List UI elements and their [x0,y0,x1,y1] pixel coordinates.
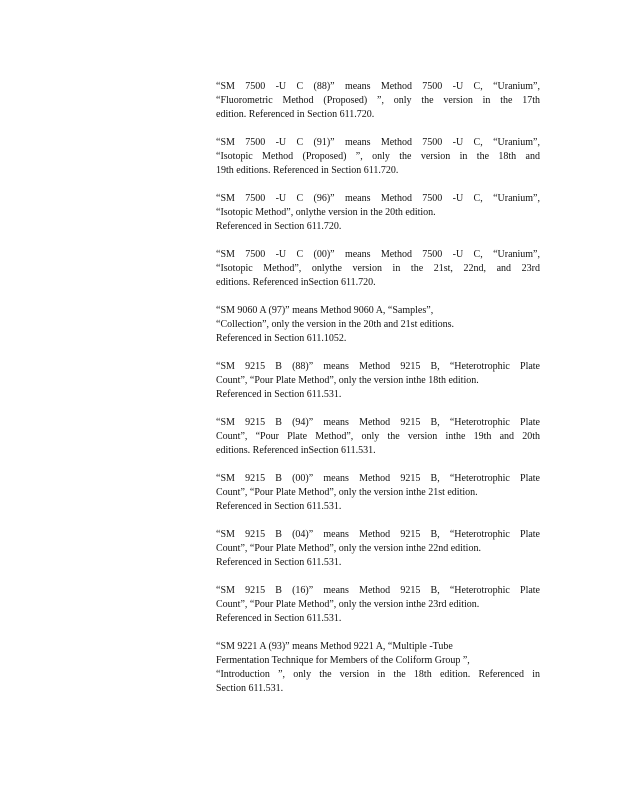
entry-line: “SM 9060 A (97)” means Method 9060 A, “Samples”, [216,305,434,316]
definition-entry [216,528,540,570]
entry-line: “Isotopic Method”, onlythe version in the 21st, 22nd, and 23rd [216,263,540,274]
definition-entry [216,80,540,122]
entry-line: Fermentation Technique for Members of the Coliform Group ”, [216,655,470,666]
entry-line: Count”, “Pour Plate Method”, only the version inthe 21st edition. [216,487,478,498]
entry-line: “SM 9215 B (04)” means Method 9215 B, “Heterotrophic Plate [216,529,540,540]
entry-line: “SM 7500 -U C (96)” means Method 7500 -U C, “Uranium”, [216,193,540,204]
entry-line: “SM 7500 -U C (91)” means Method 7500 -U C, “Uranium”, [216,137,540,148]
definition-entry [216,472,540,514]
definitions-column [216,80,540,710]
definition-entry [216,640,540,696]
definition-entry [216,360,540,402]
entry-line: “SM 9221 A (93)” means Method 9221 A, “Multiple -Tube [216,641,453,652]
definition-entry [216,192,540,234]
entry-line: Count”, “Pour Plate Method”, only the version inthe 18th edition. [216,375,479,386]
definition-entry [216,136,540,178]
entry-line: “SM 9215 B (16)” means Method 9215 B, “Heterotrophic Plate [216,585,540,596]
entry-line: Count”, “Pour Plate Method”, only the version inthe 19th and 20th [216,431,540,442]
entry-line: “SM 9215 B (94)” means Method 9215 B, “Heterotrophic Plate [216,417,540,428]
definition-entry [216,248,540,290]
entry-line: Count”, “Pour Plate Method”, only the version inthe 22nd edition. [216,543,481,554]
entry-line: “SM 7500 -U C (00)” means Method 7500 -U C, “Uranium”, [216,249,540,260]
entry-line: “Fluorometric Method (Proposed) ”, only the version in the 17th [216,95,540,106]
entry-line: edition. Referenced in Section 611.720. [216,109,375,120]
entry-line: Referenced in Section 611.1052. [216,333,347,344]
entry-line: “Isotopic Method (Proposed) ”, only the version in the 18th and [216,151,540,162]
entry-line: Count”, “Pour Plate Method”, only the version inthe 23rd edition. [216,599,480,610]
entry-line: Referenced in Section 611.531. [216,557,342,568]
entry-line: “Introduction ”, only the version in the 18th edition. Referenced in [216,669,540,680]
entry-line: 19th editions. Referenced in Section 611.720. [216,165,399,176]
entry-line: Referenced in Section 611.531. [216,501,342,512]
entry-line: Referenced in Section 611.531. [216,613,342,624]
definition-entry [216,416,540,458]
entry-line: “SM 7500 -U C (88)” means Method 7500 -U C, “Uranium”, [216,81,540,92]
entry-line: Section 611.531. [216,683,284,694]
entry-line: editions. Referenced inSection 611.720. [216,277,376,288]
entry-line: Referenced in Section 611.531. [216,389,342,400]
entry-line: “SM 9215 B (00)” means Method 9215 B, “Heterotrophic Plate [216,473,540,484]
entry-line: editions. Referenced inSection 611.531. [216,445,376,456]
entry-line: “Isotopic Method”, onlythe version in the 20th edition. [216,207,436,218]
definition-entry [216,304,540,346]
entry-line: “SM 9215 B (88)” means Method 9215 B, “Heterotrophic Plate [216,361,540,372]
entry-line: Referenced in Section 611.720. [216,221,342,232]
definition-entry [216,584,540,626]
entry-line: “Collection”, only the version in the 20th and 21st editions. [216,319,455,330]
